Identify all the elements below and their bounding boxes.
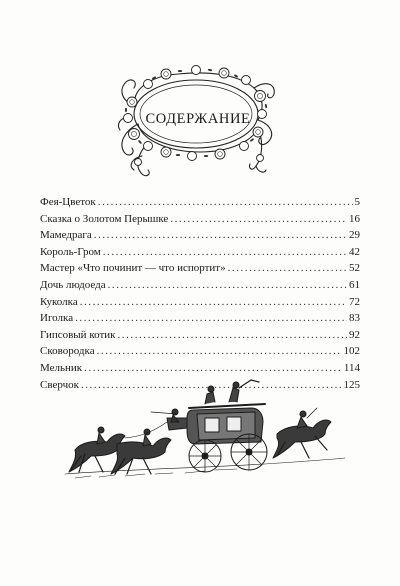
toc-entry-page: 102 (343, 345, 360, 358)
toc-entry-title: Иголка (40, 312, 74, 325)
toc-entry-page: 61 (349, 278, 360, 291)
toc-entry-title: Мамедрага (40, 229, 92, 242)
table-of-contents (40, 194, 360, 393)
dot-leader (75, 310, 347, 327)
dot-leader (228, 260, 347, 277)
carriage-vignette-illustration (55, 378, 355, 484)
toc-entry-title: Сковородка (40, 345, 95, 358)
contents-heading: СОДЕРЖАНИЕ (145, 111, 251, 127)
dot-leader (94, 227, 347, 244)
toc-entry-page: 5 (354, 196, 360, 208)
toc-entry-title: Фея-Цветок (40, 196, 96, 208)
toc-entry-page: 92 (349, 328, 360, 341)
toc-entry-title: Сказка о Золотом Перышке (40, 212, 169, 225)
toc-entry-title: Мастер «Что починит — что испортит» (40, 262, 226, 275)
dot-leader (108, 277, 347, 294)
dot-leader (170, 211, 347, 228)
toc-entry-page: 83 (349, 312, 360, 325)
toc-entry-title: Куколка (40, 295, 78, 308)
toc-entry[interactable] (40, 327, 360, 344)
toc-entry-page: 42 (349, 245, 360, 258)
dot-leader (80, 294, 347, 311)
dot-leader (103, 244, 347, 261)
toc-entry[interactable] (40, 310, 360, 327)
toc-entry-title: Король-Гром (40, 245, 101, 258)
toc-entry-title: Сверчок (40, 378, 79, 391)
toc-entry[interactable] (40, 360, 360, 377)
toc-entry[interactable] (40, 227, 360, 244)
dot-leader (98, 194, 353, 211)
toc-entry-page: 29 (349, 229, 360, 242)
dot-leader (97, 343, 342, 360)
toc-entry-page: 114 (343, 361, 360, 374)
toc-entry-title: Гипсовый котик (40, 328, 116, 341)
toc-entry[interactable] (40, 343, 360, 360)
toc-entry[interactable] (40, 277, 360, 294)
toc-entry-page: 16 (349, 212, 360, 225)
toc-entry[interactable] (40, 194, 360, 211)
toc-entry-page: 72 (349, 295, 360, 308)
toc-entry[interactable] (40, 294, 360, 311)
toc-entry-title: Мельник (40, 361, 83, 374)
toc-entry-page: 125 (343, 378, 360, 391)
toc-entry[interactable] (40, 260, 360, 277)
toc-entry[interactable] (40, 244, 360, 261)
dot-leader (84, 360, 342, 377)
toc-entry-page: 52 (349, 262, 360, 275)
toc-entry-title: Дочь людоеда (40, 278, 106, 291)
dot-leader (118, 327, 348, 344)
toc-entry[interactable] (40, 211, 360, 228)
